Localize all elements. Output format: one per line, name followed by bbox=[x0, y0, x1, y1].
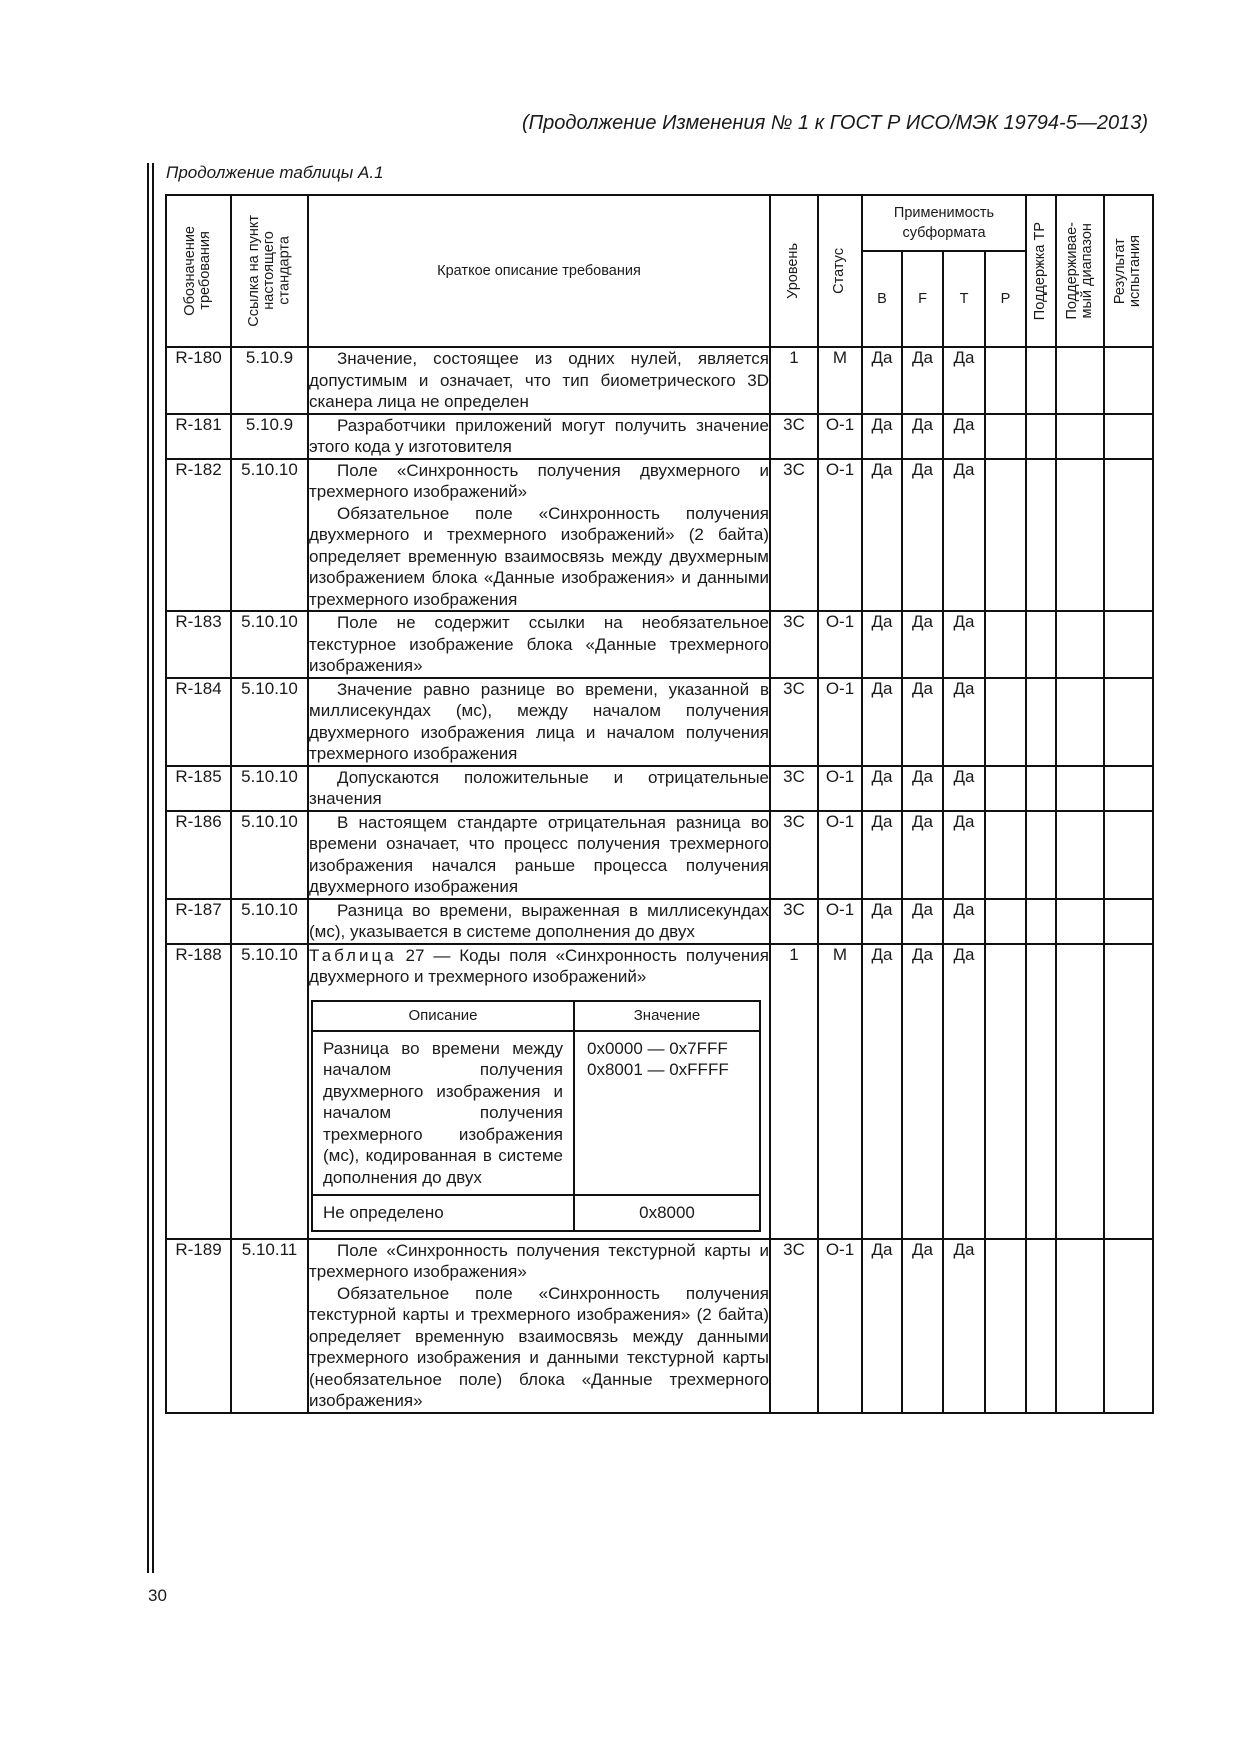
req-ref: 5.10.11 bbox=[231, 1239, 308, 1413]
req-ref: 5.10.10 bbox=[231, 459, 308, 612]
req-id: R-181 bbox=[166, 414, 231, 459]
support-tp bbox=[1026, 944, 1056, 1239]
table-word: Таблица bbox=[309, 945, 397, 965]
req-status: М bbox=[818, 347, 862, 414]
sub-t: Да bbox=[943, 611, 985, 678]
req-level: 3С bbox=[770, 459, 818, 612]
sub-p bbox=[985, 899, 1026, 944]
test-result bbox=[1104, 611, 1153, 678]
col-header-id: Обозначение требования bbox=[166, 195, 231, 347]
req-ref: 5.10.10 bbox=[231, 678, 308, 766]
req-desc bbox=[308, 611, 770, 678]
desc-paragraph: Поле не содержит ссылки на необязательное текстурное изображение блока «Данные трехмерного изображения» bbox=[309, 613, 769, 675]
sub-t: Да bbox=[943, 459, 985, 612]
sub-t: Да bbox=[943, 414, 985, 459]
supported-range bbox=[1056, 1239, 1104, 1413]
support-tp bbox=[1026, 347, 1056, 414]
req-desc bbox=[308, 347, 770, 414]
codes-table bbox=[311, 1000, 761, 1232]
table-row bbox=[166, 611, 1153, 678]
req-desc bbox=[308, 811, 770, 899]
table-row-r188 bbox=[166, 944, 1153, 1239]
req-desc bbox=[308, 899, 770, 944]
test-result bbox=[1104, 944, 1153, 1239]
support-tp bbox=[1026, 611, 1056, 678]
req-desc bbox=[308, 414, 770, 459]
req-level: 1 bbox=[770, 347, 818, 414]
test-result bbox=[1104, 678, 1153, 766]
change-margin-bar bbox=[147, 163, 149, 1573]
req-desc bbox=[308, 678, 770, 766]
req-status: О-1 bbox=[818, 611, 862, 678]
desc-paragraph: Значение равно разнице во времени, указанной в миллисекундах (мс), между началом получения двухмерного изображения лица и началом получения трехмерного изображения bbox=[309, 679, 769, 763]
sub-f: Да bbox=[902, 459, 943, 612]
sub-p bbox=[985, 347, 1026, 414]
supported-range bbox=[1056, 678, 1104, 766]
req-desc bbox=[308, 944, 770, 1239]
inner-value bbox=[574, 1031, 760, 1196]
req-ref: 5.10.10 bbox=[231, 811, 308, 899]
sub-p bbox=[985, 811, 1026, 899]
sub-t: Да bbox=[943, 811, 985, 899]
req-id: R-182 bbox=[166, 459, 231, 612]
change-margin-bar-inner bbox=[152, 163, 154, 1573]
req-level: 3С bbox=[770, 899, 818, 944]
sub-p bbox=[985, 611, 1026, 678]
sub-t: Да bbox=[943, 766, 985, 811]
test-result bbox=[1104, 347, 1153, 414]
sub-b: Да bbox=[862, 459, 902, 612]
col-header-support: Поддержка ТР bbox=[1026, 195, 1056, 347]
test-result bbox=[1104, 1239, 1153, 1413]
sub-b: Да bbox=[862, 944, 902, 1239]
desc-paragraph: Поле «Синхронность получения двухмерного и трехмерного изображений» bbox=[309, 460, 769, 501]
req-id: R-189 bbox=[166, 1239, 231, 1413]
col-header-ref: Ссылка на пункт настоящего стандарта bbox=[231, 195, 308, 347]
support-tp bbox=[1026, 414, 1056, 459]
test-result bbox=[1104, 899, 1153, 944]
page-number: 30 bbox=[148, 1586, 167, 1605]
inner-value-undefined: 0x8000 bbox=[574, 1195, 760, 1231]
table-row bbox=[166, 347, 1153, 414]
desc-paragraph: Допускаются положительные и отрицательные значения bbox=[309, 767, 769, 808]
table-row bbox=[166, 899, 1153, 944]
inner-desc: Разница во времени между началом получения двухмерного изображения и началом получения трехмерного изображения (мс), кодированная в системе дополнения до двух bbox=[312, 1031, 574, 1196]
supported-range bbox=[1056, 459, 1104, 612]
supported-range bbox=[1056, 347, 1104, 414]
table-row bbox=[166, 414, 1153, 459]
sub-t: Да bbox=[943, 1239, 985, 1413]
req-level: 3С bbox=[770, 678, 818, 766]
page-header: (Продолжение Изменения № 1 к ГОСТ Р ИСО/МЭК 19794-5—2013) bbox=[521, 112, 1148, 134]
req-desc bbox=[308, 1239, 770, 1413]
req-ref: 5.10.9 bbox=[231, 414, 308, 459]
sub-p bbox=[985, 944, 1026, 1239]
support-tp bbox=[1026, 678, 1056, 766]
sub-b: Да bbox=[862, 347, 902, 414]
test-result bbox=[1104, 414, 1153, 459]
req-status: О-1 bbox=[818, 459, 862, 612]
support-tp bbox=[1026, 899, 1056, 944]
support-tp bbox=[1026, 766, 1056, 811]
table-row bbox=[166, 459, 1153, 612]
req-id: R-180 bbox=[166, 347, 231, 414]
table-title: 27 — Коды поля «Синхронность получения двухмерного и трехмерного изображений» bbox=[309, 945, 769, 986]
req-level: 1 bbox=[770, 944, 818, 1239]
sub-b: Да bbox=[862, 766, 902, 811]
req-ref: 5.10.10 bbox=[231, 944, 308, 1239]
support-tp bbox=[1026, 1239, 1056, 1413]
req-ref: 5.10.10 bbox=[231, 899, 308, 944]
desc-paragraph: Обязательное поле «Синхронность получения двухмерного и трехмерного изображений» (2 байта) определяет временную взаимосвязь между двухмерным изображением блока «Данные изображения» и данными трехмерного изображения bbox=[309, 503, 769, 609]
req-status: О-1 bbox=[818, 899, 862, 944]
inner-header-desc: Описание bbox=[312, 1001, 574, 1031]
sub-b: Да bbox=[862, 678, 902, 766]
req-status: О-1 bbox=[818, 414, 862, 459]
desc-paragraph: Обязательное поле «Синхронность получения текстурной карты и трехмерного изображения» (2 байта) определяет временную взаимосвязь между данными трехмерного изображения и данными текстурной карты (необязательное поле) блока «Данные трехмерного изображения» bbox=[309, 1283, 769, 1410]
sub-f: Да bbox=[902, 347, 943, 414]
req-desc bbox=[308, 459, 770, 612]
req-id: R-186 bbox=[166, 811, 231, 899]
supported-range bbox=[1056, 811, 1104, 899]
col-header-b: B bbox=[862, 251, 902, 347]
requirements-table bbox=[165, 194, 1154, 1414]
req-status: М bbox=[818, 944, 862, 1239]
support-tp bbox=[1026, 811, 1056, 899]
table-row-r189 bbox=[166, 1239, 1153, 1413]
supported-range bbox=[1056, 766, 1104, 811]
sub-t: Да bbox=[943, 678, 985, 766]
sub-f: Да bbox=[902, 678, 943, 766]
req-ref: 5.10.10 bbox=[231, 611, 308, 678]
sub-p bbox=[985, 414, 1026, 459]
req-ref: 5.10.10 bbox=[231, 766, 308, 811]
sub-t: Да bbox=[943, 899, 985, 944]
table-row bbox=[166, 766, 1153, 811]
req-status: О-1 bbox=[818, 766, 862, 811]
supported-range bbox=[1056, 899, 1104, 944]
req-status: О-1 bbox=[818, 1239, 862, 1413]
sub-p bbox=[985, 766, 1026, 811]
req-ref: 5.10.9 bbox=[231, 347, 308, 414]
sub-p bbox=[985, 1239, 1026, 1413]
sub-f: Да bbox=[902, 611, 943, 678]
inner-desc-undefined: Не определено bbox=[312, 1195, 574, 1231]
sub-b: Да bbox=[862, 899, 902, 944]
req-level: 3С bbox=[770, 811, 818, 899]
req-id: R-183 bbox=[166, 611, 231, 678]
desc-paragraph: Поле «Синхронность получения текстурной карты и трехмерного изображения» bbox=[309, 1240, 769, 1281]
test-result bbox=[1104, 766, 1153, 811]
sub-p bbox=[985, 459, 1026, 612]
desc-paragraph: Значение, состоящее из одних нулей, является допустимым и означает, что тип биометрического 3D сканера лица не определен bbox=[309, 349, 769, 411]
req-level: 3С bbox=[770, 414, 818, 459]
supported-range bbox=[1056, 611, 1104, 678]
table-row bbox=[166, 678, 1153, 766]
col-header-desc: Краткое описание требования bbox=[308, 195, 770, 347]
sub-f: Да bbox=[902, 899, 943, 944]
col-header-range: Поддерживае- мый диапазон bbox=[1056, 195, 1104, 347]
col-header-p: P bbox=[985, 251, 1026, 347]
desc-paragraph: Разработчики приложений могут получить значение этого кода у изготовителя bbox=[309, 415, 769, 456]
req-id: R-188 bbox=[166, 944, 231, 1239]
sub-f: Да bbox=[902, 811, 943, 899]
sub-f: Да bbox=[902, 414, 943, 459]
req-id: R-187 bbox=[166, 899, 231, 944]
sub-b: Да bbox=[862, 811, 902, 899]
test-result bbox=[1104, 811, 1153, 899]
sub-p bbox=[985, 678, 1026, 766]
req-desc bbox=[308, 766, 770, 811]
sub-b: Да bbox=[862, 1239, 902, 1413]
col-header-f: F bbox=[902, 251, 943, 347]
sub-f: Да bbox=[902, 1239, 943, 1413]
sub-f: Да bbox=[902, 766, 943, 811]
sub-f: Да bbox=[902, 944, 943, 1239]
col-header-status: Статус bbox=[818, 195, 862, 347]
col-header-applicability: Применимость субформата bbox=[862, 195, 1026, 251]
sub-t: Да bbox=[943, 944, 985, 1239]
supported-range bbox=[1056, 944, 1104, 1239]
req-status: О-1 bbox=[818, 678, 862, 766]
inner-header-value: Значение bbox=[574, 1001, 760, 1031]
req-level: 3С bbox=[770, 611, 818, 678]
sub-b: Да bbox=[862, 611, 902, 678]
supported-range bbox=[1056, 414, 1104, 459]
sub-b: Да bbox=[862, 414, 902, 459]
req-level: 3С bbox=[770, 766, 818, 811]
req-id: R-185 bbox=[166, 766, 231, 811]
value-range-1: 0x0000 — 0x7FFF bbox=[587, 1038, 728, 1058]
desc-paragraph: Разница во времени, выраженная в миллисекундах (мс), указывается в системе дополнения до двух bbox=[309, 900, 769, 941]
req-status: О-1 bbox=[818, 811, 862, 899]
table-caption: Продолжение таблицы А.1 bbox=[166, 163, 384, 182]
desc-paragraph: В настоящем стандарте отрицательная разница во времени означает, что процесс получения трехмерного изображения начался раньше процесса получения двухмерного изображения bbox=[309, 812, 769, 896]
col-header-result: Результат испытания bbox=[1104, 195, 1153, 347]
req-level: 3С bbox=[770, 1239, 818, 1413]
sub-t: Да bbox=[943, 347, 985, 414]
table-row bbox=[166, 811, 1153, 899]
req-id: R-184 bbox=[166, 678, 231, 766]
col-header-t: T bbox=[943, 251, 985, 347]
col-header-level: Уровень bbox=[770, 195, 818, 347]
value-range-2: 0x8001 — 0xFFFF bbox=[587, 1060, 729, 1079]
support-tp bbox=[1026, 459, 1056, 612]
test-result bbox=[1104, 459, 1153, 612]
